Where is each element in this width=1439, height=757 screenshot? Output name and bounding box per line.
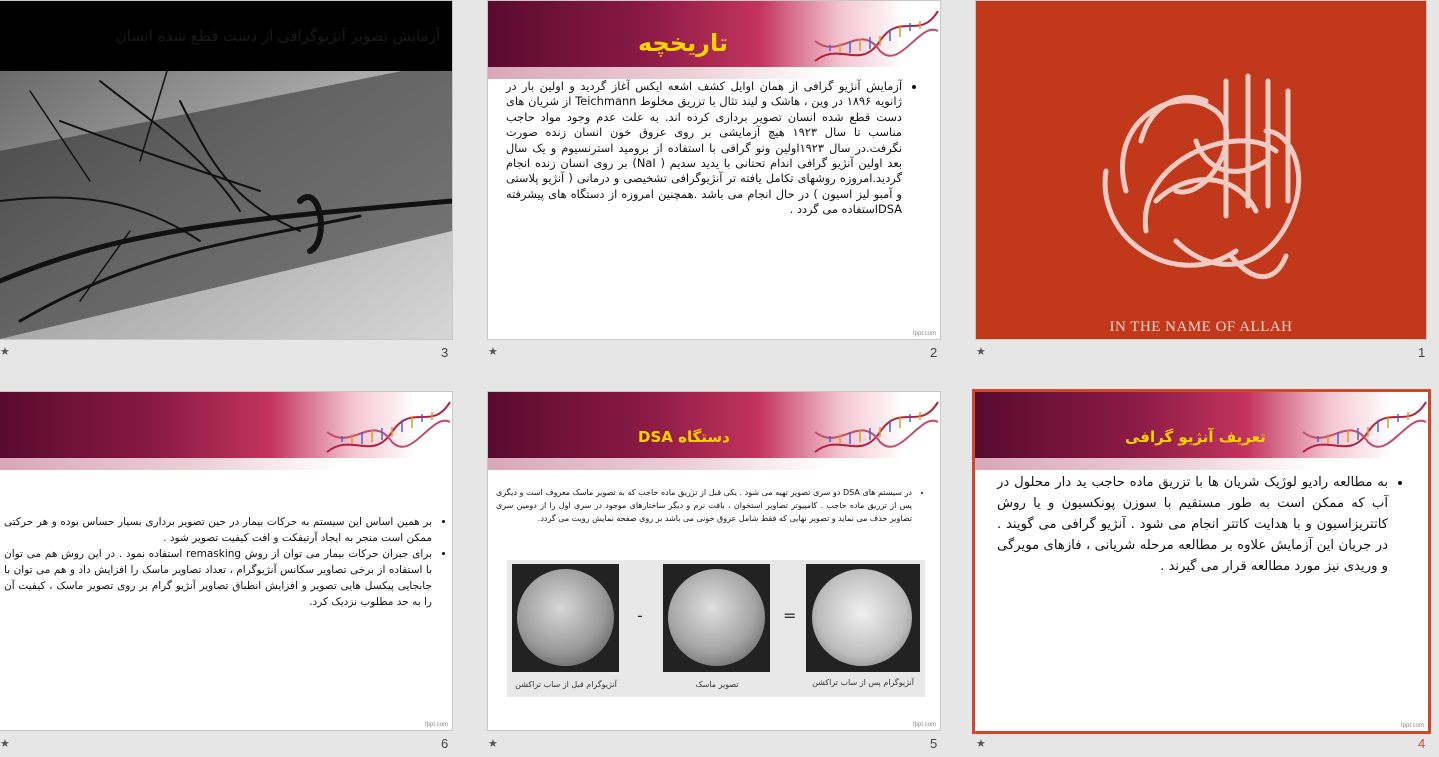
- slide-2-star-icon[interactable]: ★: [488, 345, 498, 358]
- figure-label-after: آنژیوگرام پس از ساب تراکشن: [812, 678, 914, 687]
- slide-4-number: 4: [1418, 736, 1426, 751]
- figure-label-mask: تصویر ماسک: [695, 680, 739, 689]
- header-band-lower: [488, 458, 940, 470]
- list-item: • آزمایش آنژیو گرافی از همان اوایل کشف اشعه ایکس آغاز گردید و اولین بار در ژانویه ۱۸۹۶ در وین ، هاشک و لیند تثال با تزریق مخلوط Teichmann از شریان های دست قطع شده انسان تصویر برداری کرده اند. به علت عدم وجود مواد حاجب مناسب تا سال ۱۹۲۳ هیچ آزمایشی بر روی عروق خون انسان زنده صورت نگرفت.در سال ۱۹۲۳اولین ونو گرافی با استفاده از برومید استرنسیوم و یک سال بعد اولین آنژیو گرافی اندام تحتانی با یدید سدیم ( NaI) بر روی انسان زنده انجام گردید.امروزه روشهای تکامل یافته تر آنژیوگرافی تشخیصی و درمانی ( آنژیو پلاستی و آمبو لیز اسیون ) در حال انجام می باشد .همچنین امروزه از دستگاه های پیشرفته DSAاستفاده می گردد .: [506, 79, 902, 218]
- slide-thumbnail-2[interactable]: [488, 1, 940, 339]
- slide-5-body: [496, 486, 926, 525]
- slide-thumbnail-6[interactable]: [0, 392, 452, 730]
- slide-thumbnail-4[interactable]: [975, 392, 1428, 731]
- slide-footer: fppt.com: [424, 722, 448, 728]
- header-band-lower: [975, 458, 1428, 470]
- slide-5-title: دستگاه DSA: [638, 428, 730, 446]
- slide-1-star-icon[interactable]: ★: [976, 345, 986, 358]
- slide-4-title: تعریف آنژیو گرافی: [1125, 428, 1266, 446]
- slide-6-star-icon[interactable]: ★: [0, 737, 10, 750]
- slide-5-number: 5: [930, 736, 938, 751]
- list-item: • به مطالعه رادیو لوژیک شریان ها با تزریق ماده حاجب ید دار محلول در آب که ممکن است به طور مستقیم با سوزن پونکسیون و یا روش کاتتریزاسیون و با هدایت کاتتر انجام می شود . آنژیو گرافی می گویند . در جریان این آزمایش علاوه بر مطالعه مرحله شریانی ، فازهای مویرگی و وریدی نیز مورد مطالعه قرار می گیرند .: [997, 472, 1388, 577]
- slide-3-number: 3: [441, 345, 449, 360]
- list-item: • برای جبران حرکات بیمار می توان از روش remasking استفاده نمود . در این روش هم می توان با استفاده از برخی تصاویر سکانس آنژیوگرام ، تعداد تصاویر ماسک را افزایش داد و هم می توان با جابجایی پیکسل هایی تصویر و افزایش انطباق تصاویر آنژیو گرام بر روی تصویر ماسک ، کیفیت آن را به حد مطلوب نزدیک کرد.: [4, 546, 432, 610]
- slide-4-body: [997, 472, 1402, 577]
- slide-1-caption: IN THE NAME OF ALLAH: [1109, 319, 1293, 335]
- dna-icon: [1298, 392, 1428, 458]
- slide-1-number: 1: [1418, 345, 1426, 360]
- dna-icon: [322, 392, 452, 458]
- slide-4-star-icon[interactable]: ★: [976, 737, 986, 750]
- slide-thumbnail-5[interactable]: [488, 392, 940, 730]
- slide-3-star-icon[interactable]: ★: [0, 345, 10, 358]
- equals-operator: =: [783, 606, 797, 625]
- slide-footer: fppt.com: [912, 331, 936, 337]
- mask-image: [663, 564, 770, 672]
- list-item: • در سیستم های DSA دو سری تصویر تهیه می شود . یکی قبل از تزریق ماده حاجب که به تصویر ماسک معروف است و دیگری پس از تزریق ماده حاجب . کامپیوتر تصاویر استخوان ، بافت نرم و دیگر ساختارهای موجود در سری اول را از دومین سری تصاویر حذف می نماید و تصویر نهایی که فقط شامل عروق خونی می باشد بر روی صفحه نمایش رویت می گردد.: [496, 486, 912, 525]
- angiogram-after-image: [806, 564, 920, 672]
- slide-6-body: [4, 514, 446, 610]
- dna-icon: [810, 392, 940, 458]
- dsa-figure: [507, 560, 925, 697]
- slide-2-number: 2: [930, 345, 938, 360]
- slide-2-title: تاریخچه: [638, 29, 728, 57]
- slide-thumbnail-3[interactable]: [0, 1, 452, 339]
- figure-label-before: آنژیوگرام قبل از ساب تراکشن: [515, 680, 617, 689]
- slide-footer: fppt.com: [912, 722, 936, 728]
- slide-3-header-text: آزمایش تصویر آنژیوگرافی از دست قطع شده انسان: [115, 27, 440, 45]
- slide-6-number: 6: [441, 736, 449, 751]
- slide-thumbnail-1[interactable]: [976, 1, 1426, 339]
- angiogram-before-image: [512, 564, 619, 672]
- slide-footer: fppt.com: [1400, 723, 1424, 729]
- slide-2-body: [506, 79, 916, 218]
- header-band-lower: [0, 458, 452, 470]
- slide-5-star-icon[interactable]: ★: [488, 737, 498, 750]
- dna-icon: [810, 1, 940, 67]
- list-item: • بر همین اساس این سیستم به حرکات بیمار در حین تصویر برداری بسیار حساس بوده و هر حرکتی ممکن است منجر به ایجاد آرتیفکت و افت کیفیت تصویر شود .: [4, 514, 432, 546]
- header-band-lower: [488, 67, 940, 79]
- minus-operator: -: [637, 606, 643, 625]
- calligraphy-image: [976, 1, 1426, 339]
